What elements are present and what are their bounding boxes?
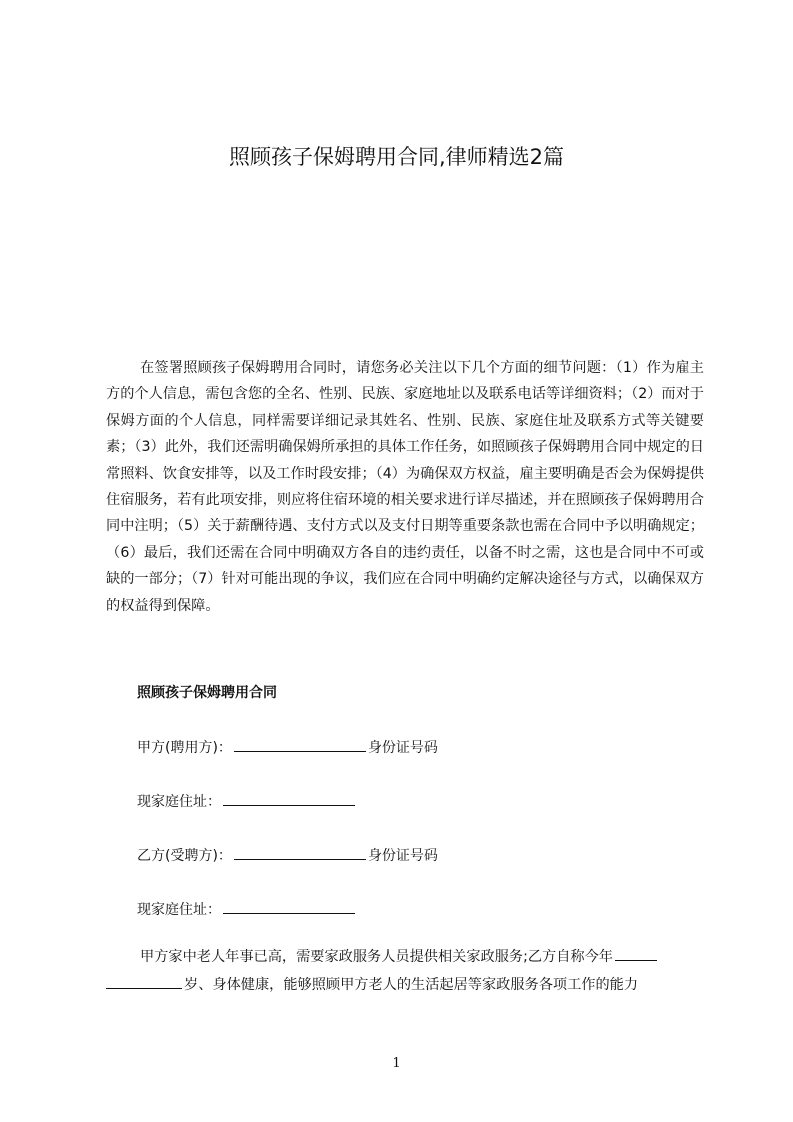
party-b-address-line [137, 899, 357, 919]
party-b-id-label: 身份证号码 [367, 848, 438, 864]
document-title: 照顾孩子保姆聘用合同,律师精选2篇 [228, 145, 565, 169]
service-paragraph-part2: 岁、身体健康，能够照顾甲方老人的生活起居等家政服务各项工作的能力 [184, 977, 639, 993]
service-paragraph-part1: 甲方家中老人年事已高，需要家政服务人员提供相关家政服务;乙方自称今年 [140, 949, 613, 965]
service-paragraph [106, 943, 704, 999]
party-a-address-blank [223, 791, 355, 806]
party-a-address-label: 现家庭住址： [137, 794, 221, 810]
party-a-id-label: 身份证号码 [367, 740, 438, 756]
party-b-label: 乙方(受聘方)： [137, 848, 232, 864]
party-b-address-label: 现家庭住址： [137, 902, 221, 918]
contract-heading: 照顾孩子保姆聘用合同 [137, 685, 277, 701]
age-blank-2 [106, 974, 182, 989]
party-a-line [137, 737, 438, 757]
party-a-address-line [137, 791, 357, 811]
party-a-name-blank [234, 737, 366, 752]
party-b-line [137, 845, 438, 865]
page-number: 1 [392, 1056, 401, 1071]
party-a-label: 甲方(聘用方)： [137, 740, 232, 756]
party-b-name-blank [234, 845, 366, 860]
party-b-address-blank [223, 899, 355, 914]
age-blank-1 [615, 946, 657, 961]
intro-paragraph: 在签署照顾孩子保姆聘用合同时，请您务必关注以下几个方面的细节问题：（1）作为雇主方的个人信息，需包含您的全名、性别、民族、家庭地址以及联系电话等详细资料；（2）而对于保姆方面的个人信息，同样需要详细记录其姓名、性别、民族、家庭住址及联系方式等关键要素；（3）此外，我们还需明确保姆所承担的具体工作任务，如照顾孩子保姆聘用合同中规定的日常照料、饮食安排等，以及工作时段安排；（4）为确保双方权益，雇主要明确是否会为保姆提供住宿服务，若有此项安排，则应将住宿环境的相关要求进行详尽描述，并在照顾孩子保姆聘用合同中注明；（5）关于薪酬待遇、支付方式以及支付日期等重要条款也需在合同中予以明确规定；（6）最后，我们还需在合同中明确双方各自的违约责任，以备不时之需，这也是合同中不可或缺的一部分；（7）针对可能出现的争议，我们应在合同中明确约定解决途径与方式，以确保双方的权益得到保障。 [106, 360, 704, 614]
